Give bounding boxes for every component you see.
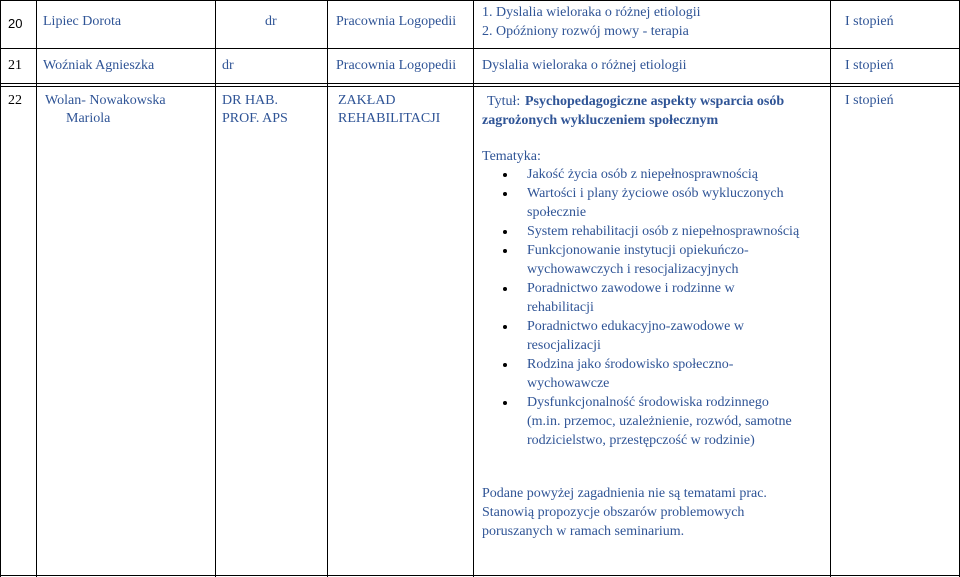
tematyka-label: Tematyka:	[482, 149, 541, 164]
row-number: 22	[8, 93, 22, 108]
note-line: Stanowią propozycje obszarów problemowych	[482, 505, 745, 520]
bullet	[503, 325, 507, 329]
row-divider	[0, 83, 960, 84]
topic-item-cont: rehabilitacji	[527, 300, 594, 315]
topic-item-cont: (m.in. przemoc, uzależnienie, rozwód, samotne	[527, 414, 792, 429]
row-divider	[0, 0, 960, 1]
note-line: poruszanych w ramach seminarium.	[482, 524, 685, 539]
topic-item-cont: wychowawcze	[527, 376, 610, 391]
degree-line: PROF. APS	[222, 111, 288, 126]
title-line: zagrożonych wykluczeniem społecznym	[482, 113, 719, 128]
degree-line: DR HAB.	[222, 93, 279, 108]
bullet	[503, 192, 507, 196]
row-number: 21	[8, 58, 22, 73]
row-divider	[0, 575, 960, 576]
level: I stopień	[845, 93, 894, 108]
degree: dr	[265, 14, 277, 29]
topic-item: Poradnictwo edukacyjno-zawodowe w	[527, 319, 744, 334]
col-divider	[0, 0, 1, 577]
col-divider	[215, 0, 216, 577]
person-name: Woźniak Agnieszka	[43, 58, 155, 73]
topic-item-cont: wychowawczych i resocjalizacyjnych	[527, 262, 739, 277]
topic-item: Funkcjonowanie instytucji opiekuńczo-	[527, 243, 749, 258]
topic-item: Wartości i plany życiowe osób wykluczonych	[527, 186, 784, 201]
topic-item: Poradnictwo zawodowe i rodzinne w	[527, 281, 735, 296]
topic-item-cont: rodzicielstwo, przestępczość w rodzinie)	[527, 433, 755, 448]
note-line: Podane powyżej zagadnienia nie są tematami prac.	[482, 486, 767, 501]
col-divider	[36, 0, 37, 577]
person-name-line: Wolan- Nowakowska	[45, 93, 166, 108]
col-divider	[473, 0, 474, 577]
row-number: 20	[8, 16, 23, 31]
person-name-line: Mariola	[66, 111, 111, 126]
unit: Pracownia Logopedii	[336, 58, 457, 73]
title-line: Psychopedagogiczne aspekty wsparcia osób	[525, 94, 785, 109]
bullet	[503, 363, 507, 367]
bullet	[503, 287, 507, 291]
unit-line: ZAKŁAD	[338, 93, 396, 108]
topic-item-cont: resocjalizacji	[527, 338, 601, 353]
bullet	[503, 249, 507, 253]
person-name: Lipiec Dorota	[43, 14, 122, 29]
topic-item-cont: społecznie	[527, 205, 587, 220]
level: I stopień	[845, 14, 894, 29]
topic-item: Jakość życia osób z niepełnosprawnością	[527, 167, 758, 182]
topic-item: Rodzina jako środowisko społeczno-	[527, 357, 734, 372]
col-divider	[830, 0, 831, 577]
unit: Pracownia Logopedii	[336, 14, 457, 29]
bullet	[503, 401, 507, 405]
topic-line: 2. Opóźniony rozwój mowy - terapia	[482, 24, 689, 39]
level: I stopień	[845, 58, 894, 73]
row-divider	[0, 86, 960, 87]
topic: Dyslalia wieloraka o różnej etiologii	[482, 58, 687, 73]
row-divider	[0, 48, 960, 49]
degree: dr	[222, 58, 234, 73]
topic-item: System rehabilitacji osób z niepełnosprawnością	[527, 224, 800, 239]
bullet	[503, 173, 507, 177]
bullet	[503, 230, 507, 234]
unit-line: REHABILITACJI	[338, 111, 441, 126]
title-label: Tytuł:	[487, 94, 521, 109]
topic-line: 1. Dyslalia wieloraka o różnej etiologii	[482, 5, 701, 20]
col-divider	[327, 0, 328, 577]
topic-item: Dysfunkcjonalność środowiska rodzinnego	[527, 395, 769, 410]
